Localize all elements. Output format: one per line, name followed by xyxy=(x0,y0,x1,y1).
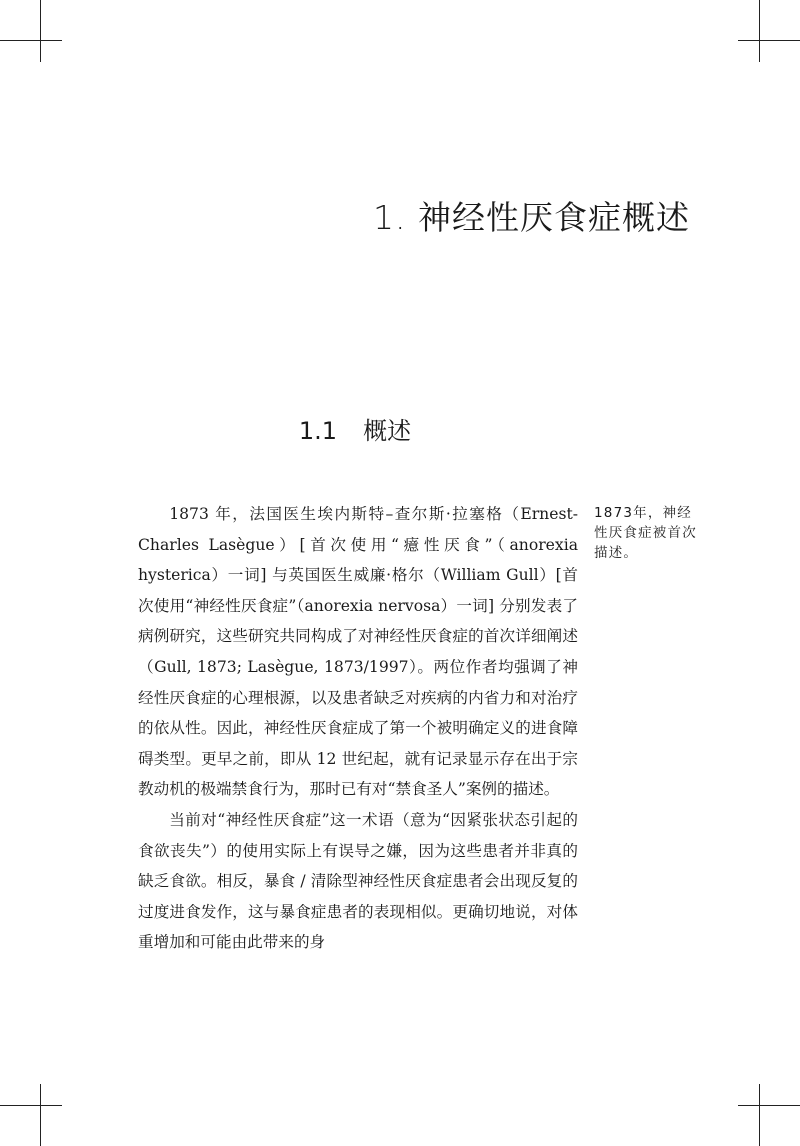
section-heading xyxy=(0,411,710,446)
crop-mark-top-left-vertical xyxy=(40,0,41,62)
section-number: 1.1 xyxy=(298,417,338,445)
crop-mark-bottom-left-horizontal xyxy=(0,1105,62,1106)
crop-mark-bottom-left-vertical xyxy=(40,1084,41,1146)
crop-mark-top-right-vertical xyxy=(759,0,760,62)
crop-mark-top-right-horizontal xyxy=(738,40,800,41)
crop-mark-top-left-horizontal xyxy=(0,40,62,41)
crop-mark-bottom-right-vertical xyxy=(759,1084,760,1146)
chapter-title: 1. 神经性厌食症概述 xyxy=(373,198,690,237)
paragraph: 1873 年，法国医生埃内斯特–查尔斯·拉塞格（Ernest-Charles Lasègue）[首次使用“癔性厌食”（anorexia hysterica）一词] 与英国医生威廉·格尔（William Gull）[首次使用“神经性厌食症”（anorexia nervosa）一词] 分别发表了病例研究，这些研究共同构成了对神经性厌食症的首次详细阐述（Gull, 1873; Lasègue, 1873/1997）。两位作者均强调了神经性厌食症的心理根源，以及患者缺乏对疾病的内省力和对治疗的依从性。因此，神经性厌食症成了第一个被明确定义的进食障碍类型。更早之前，即从 12 世纪起，就有记录显示存在出于宗教动机的极端禁食行为，那时已有对“禁食圣人”案例的描述。 xyxy=(138,505,578,799)
margin-note: 1873年，神经性厌食症被首次描述。 xyxy=(594,505,697,561)
paragraph: 当前对“神经性厌食症”这一术语（意为“因紧张状态引起的食欲丧失”）的使用实际上有误导之嫌，因为这些患者并非真的缺乏食欲。相反，暴食 / 清除型神经性厌食症患者会出现反复的过度进食发作，这与暴食症患者的表现相似。更确切地说，对体重增加和可能由此带来的身 xyxy=(138,810,578,952)
body-text xyxy=(138,499,578,958)
section-title: 概述 xyxy=(363,417,412,445)
crop-mark-bottom-right-horizontal xyxy=(738,1105,800,1106)
